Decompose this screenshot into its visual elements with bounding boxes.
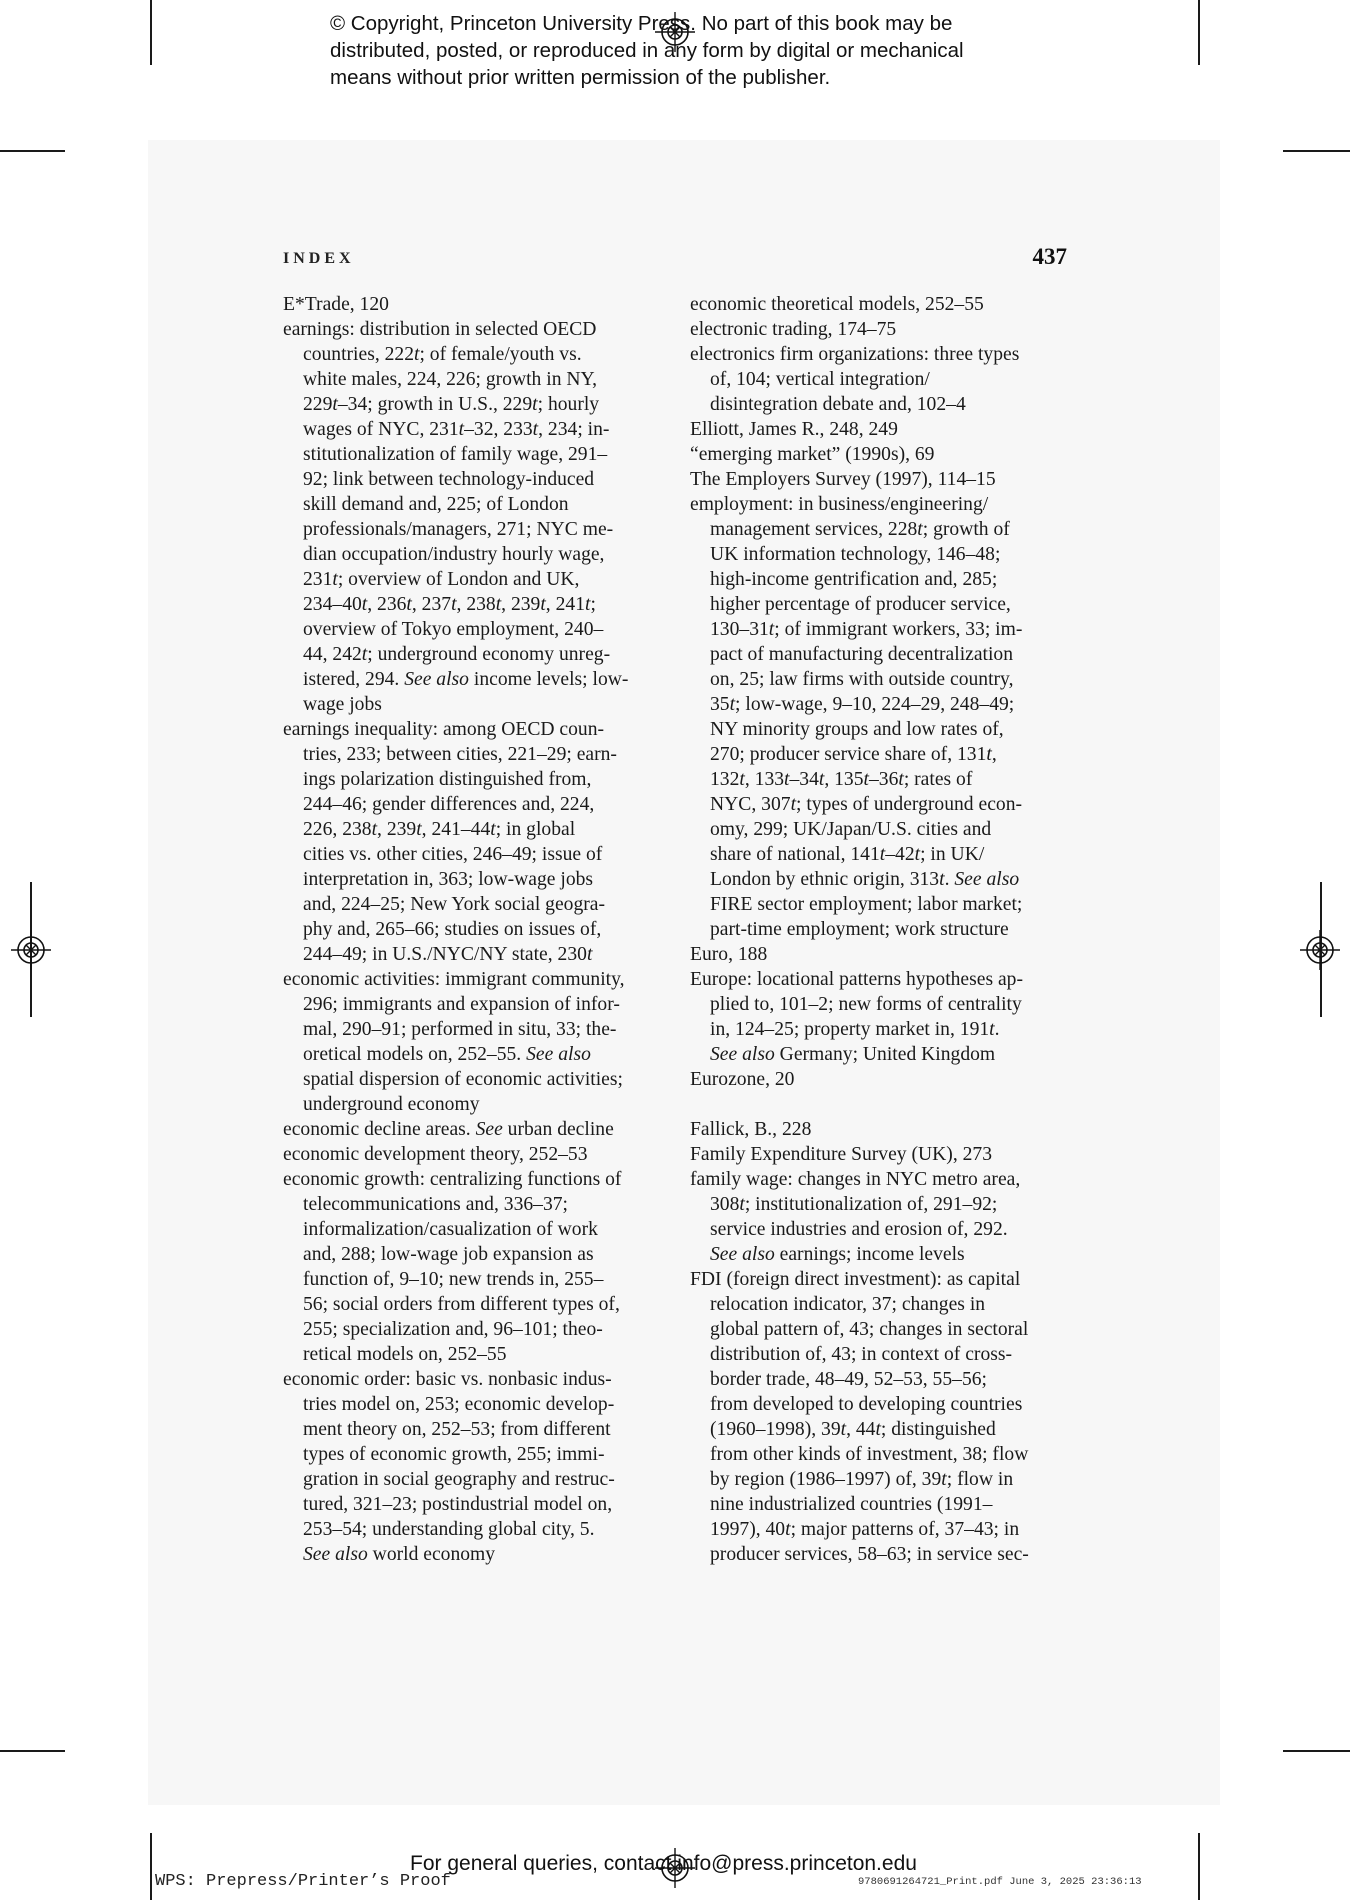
index-subentry-line: by region (1986–1997) of, 39t; flow in — [710, 1469, 1014, 1490]
index-subentry-line: 229t–34; growth in U.S., 229t; hourly — [303, 394, 600, 415]
index-subentry-line: on, 25; law firms with outside country, — [710, 669, 1014, 690]
index-entry-line: family wage: changes in NYC metro area, — [690, 1169, 1021, 1190]
general-queries-line: For general queries, contact info@press.princeton.edu — [410, 1852, 917, 1875]
index-subentry-line: ment theory on, 252–53; from different — [303, 1419, 611, 1440]
index-subentry-line: higher percentage of producer service, — [710, 594, 1011, 615]
index-subentry-line: UK information technology, 146–48; — [710, 544, 1001, 565]
index-subentry-line: and, 224–25; New York social geogra- — [303, 894, 606, 915]
index-subentry-line: informalization/casualization of work — [303, 1219, 598, 1240]
index-subentry-line: stitutionalization of family wage, 291– — [303, 444, 608, 465]
crop-mark — [150, 1833, 152, 1900]
index-subentry-line: wages of NYC, 231t–32, 233t, 234; in- — [303, 419, 610, 440]
index-subentry-line: high-income gentrification and, 285; — [710, 569, 998, 590]
index-subentry-line: of, 104; vertical integration/ — [710, 369, 930, 390]
index-subentry-line: spatial dispersion of economic activities; — [303, 1069, 623, 1090]
index-subentry-line: nine industrialized countries (1991– — [710, 1494, 993, 1515]
index-subentry-line: See also world economy — [303, 1544, 496, 1565]
crop-mark — [150, 0, 152, 65]
index-subentry-line: telecommunications and, 336–37; — [303, 1194, 569, 1215]
index-subentry-line: (1960–1998), 39t, 44t; distinguished — [710, 1419, 996, 1440]
index-subentry-line: 244–49; in U.S./NYC/NY state, 230t — [303, 944, 593, 965]
index-entry-line — [690, 1092, 1080, 1117]
index-subentry-line: 130–31t; of immigrant workers, 33; im- — [710, 619, 1023, 640]
index-subentry-line: NYC, 307t; types of underground econ- — [710, 794, 1023, 815]
index-subentry-line: interpretation in, 363; low-wage jobs — [303, 869, 594, 890]
index-subentry-line: oretical models on, 252–55. See also — [303, 1044, 591, 1065]
running-head: INDEX — [283, 250, 355, 267]
index-subentry-line: distribution of, 43; in context of cross- — [710, 1344, 1013, 1365]
index-subentry-line: border trade, 48–49, 52–53, 55–56; — [710, 1369, 987, 1390]
index-subentry-line: relocation indicator, 37; changes in — [710, 1294, 986, 1315]
index-subentry-line: 35t; low-wage, 9–10, 224–29, 248–49; — [710, 694, 1015, 715]
index-subentry-line: 296; immigrants and expansion of infor- — [303, 994, 620, 1015]
index-entry-line: “emerging market” (1990s), 69 — [690, 444, 935, 465]
index-subentry-line: from other kinds of investment, 38; flow — [710, 1444, 1029, 1465]
index-subentry-line: producer services, 58–63; in service sec- — [710, 1544, 1029, 1565]
index-subentry-line: tries, 233; between cities, 221–29; earn- — [303, 744, 617, 765]
copyright-notice — [330, 10, 1070, 91]
index-entry-line: employment: in business/engineering/ — [690, 494, 989, 515]
index-subentry-line: tries model on, 253; economic develop- — [303, 1394, 615, 1415]
index-subentry-line: London by ethnic origin, 313t. See also — [710, 869, 1020, 890]
index-subentry-line: 270; producer service share of, 131t, — [710, 744, 997, 765]
registration-mark-icon — [11, 930, 51, 970]
index-subentry-line: NY minority groups and low rates of, — [710, 719, 1004, 740]
index-subentry-line: skill demand and, 225; of London — [303, 494, 569, 515]
index-subentry-line: 231t; overview of London and UK, — [303, 569, 580, 590]
index-entry-line: economic activities: immigrant community, — [283, 969, 625, 990]
index-subentry-line: 92; link between technology-induced — [303, 469, 595, 490]
crop-mark — [0, 150, 65, 152]
index-entry-line: Fallick, B., 228 — [690, 1119, 812, 1140]
copyright-line: means without prior written permission of the publisher. — [330, 66, 831, 89]
copyright-line: © Copyright, Princeton University Press. No part of this book may be — [330, 12, 953, 35]
index-subentry-line: overview of Tokyo employment, 240– — [303, 619, 604, 640]
proof-label: WPS: Prepress/Printer’s Proof — [155, 1872, 451, 1891]
index-subentry-line: mal, 290–91; performed in situ, 33; the- — [303, 1019, 617, 1040]
index-entry-line: economic decline areas. See urban decline — [283, 1119, 614, 1140]
index-entry-line: The Employers Survey (1997), 114–15 — [690, 469, 996, 490]
index-subentry-line: part-time employment; work structure — [710, 919, 1009, 940]
registration-mark-icon — [655, 12, 695, 52]
index-entry-line: electronics firm organizations: three types — [690, 344, 1020, 365]
crop-mark — [1198, 1833, 1200, 1900]
index-subentry-line: tured, 321–23; postindustrial model on, — [303, 1494, 613, 1515]
index-subentry-line: retical models on, 252–55 — [303, 1344, 507, 1365]
index-subentry-line: ings polarization distinguished from, — [303, 769, 592, 790]
index-subentry-line: disintegration debate and, 102–4 — [710, 394, 966, 415]
index-subentry-line: 1997), 40t; major patterns of, 37–43; in — [710, 1519, 1020, 1540]
index-entry-line: earnings inequality: among OECD coun- — [283, 719, 605, 740]
index-subentry-line: from developed to developing countries — [710, 1394, 1023, 1415]
index-subentry-line: 308t; institutionalization of, 291–92; — [710, 1194, 998, 1215]
index-entry-line: Europe: locational patterns hypotheses ap- — [690, 969, 1023, 990]
index-subentry-line: istered, 294. See also income levels; low- — [303, 669, 629, 690]
index-subentry-line: service industries and erosion of, 292. — [710, 1219, 1008, 1240]
index-subentry-line: wage jobs — [303, 694, 382, 715]
index-subentry-line: 44, 242t; underground economy unreg- — [303, 644, 611, 665]
index-subentry-line: white males, 224, 226; growth in NY, — [303, 369, 598, 390]
index-subentry-line: phy and, 265–66; studies on issues of, — [303, 919, 602, 940]
index-subentry-line: plied to, 101–2; new forms of centrality — [710, 994, 1022, 1015]
index-column-left — [283, 292, 673, 1567]
index-subentry-line: types of economic growth, 255; immi- — [303, 1444, 605, 1465]
index-subentry-line: function of, 9–10; new trends in, 255– — [303, 1269, 604, 1290]
index-entry-line: earnings: distribution in selected OECD — [283, 319, 597, 340]
index-entry-line: Elliott, James R., 248, 249 — [690, 419, 898, 440]
index-entry-line: Family Expenditure Survey (UK), 273 — [690, 1144, 993, 1165]
crop-mark — [1283, 150, 1350, 152]
index-subentry-line: pact of manufacturing decentralization — [710, 644, 1014, 665]
crop-mark — [1283, 1750, 1350, 1752]
page-number: 437 — [1032, 244, 1067, 269]
index-subentry-line: 255; specialization and, 96–101; theo- — [303, 1319, 603, 1340]
index-entry-line: economic order: basic vs. nonbasic indus- — [283, 1369, 612, 1390]
index-subentry-line: See also Germany; United Kingdom — [710, 1044, 996, 1065]
index-subentry-line: management services, 228t; growth of — [710, 519, 1010, 540]
crop-mark — [1198, 0, 1200, 65]
index-subentry-line: 253–54; understanding global city, 5. — [303, 1519, 595, 1540]
index-entry-line: FDI (foreign direct investment): as capital — [690, 1269, 1021, 1290]
index-subentry-line: gration in social geography and restruc- — [303, 1469, 615, 1490]
index-column-right — [690, 292, 1080, 1567]
index-subentry-line: 132t, 133t–34t, 135t–36t; rates of — [710, 769, 973, 790]
index-subentry-line: share of national, 141t–42t; in UK/ — [710, 844, 985, 865]
index-subentry-line: 226, 238t, 239t, 241–44t; in global — [303, 819, 576, 840]
index-subentry-line: FIRE sector employment; labor market; — [710, 894, 1023, 915]
index-entry-line: economic theoretical models, 252–55 — [690, 294, 984, 315]
index-subentry-line: professionals/managers, 271; NYC me- — [303, 519, 614, 540]
copyright-line: distributed, posted, or reproduced in any form by digital or mechanical — [330, 39, 964, 62]
index-subentry-line: and, 288; low-wage job expansion as — [303, 1244, 594, 1265]
index-entry-line: E*Trade, 120 — [283, 294, 389, 315]
index-entry-line: economic development theory, 252–53 — [283, 1144, 588, 1165]
index-subentry-line: See also earnings; income levels — [710, 1244, 965, 1265]
index-subentry-line: omy, 299; UK/Japan/U.S. cities and — [710, 819, 992, 840]
index-entry-line: electronic trading, 174–75 — [690, 319, 897, 340]
index-entry-line: economic growth: centralizing functions of — [283, 1169, 622, 1190]
index-subentry-line: dian occupation/industry hourly wage, — [303, 544, 605, 565]
index-subentry-line: cities vs. other cities, 246–49; issue of — [303, 844, 603, 865]
index-subentry-line: 244–46; gender differences and, 224, — [303, 794, 595, 815]
index-entry-line: Eurozone, 20 — [690, 1069, 795, 1090]
registration-mark-icon — [1300, 930, 1340, 970]
crop-mark — [0, 1750, 65, 1752]
index-entry-line: Euro, 188 — [690, 944, 768, 965]
file-info: 9780691264721_Print.pdf June 3, 2025 23:36:13 — [858, 1876, 1142, 1888]
index-subentry-line: global pattern of, 43; changes in sectoral — [710, 1319, 1029, 1340]
index-subentry-line: 234–40t, 236t, 237t, 238t, 239t, 241t; — [303, 594, 596, 615]
index-subentry-line: underground economy — [303, 1094, 480, 1115]
index-subentry-line: countries, 222t; of female/youth vs. — [303, 344, 582, 365]
index-subentry-line: 56; social orders from different types of, — [303, 1294, 620, 1315]
index-subentry-line: in, 124–25; property market in, 191t. — [710, 1019, 1000, 1040]
